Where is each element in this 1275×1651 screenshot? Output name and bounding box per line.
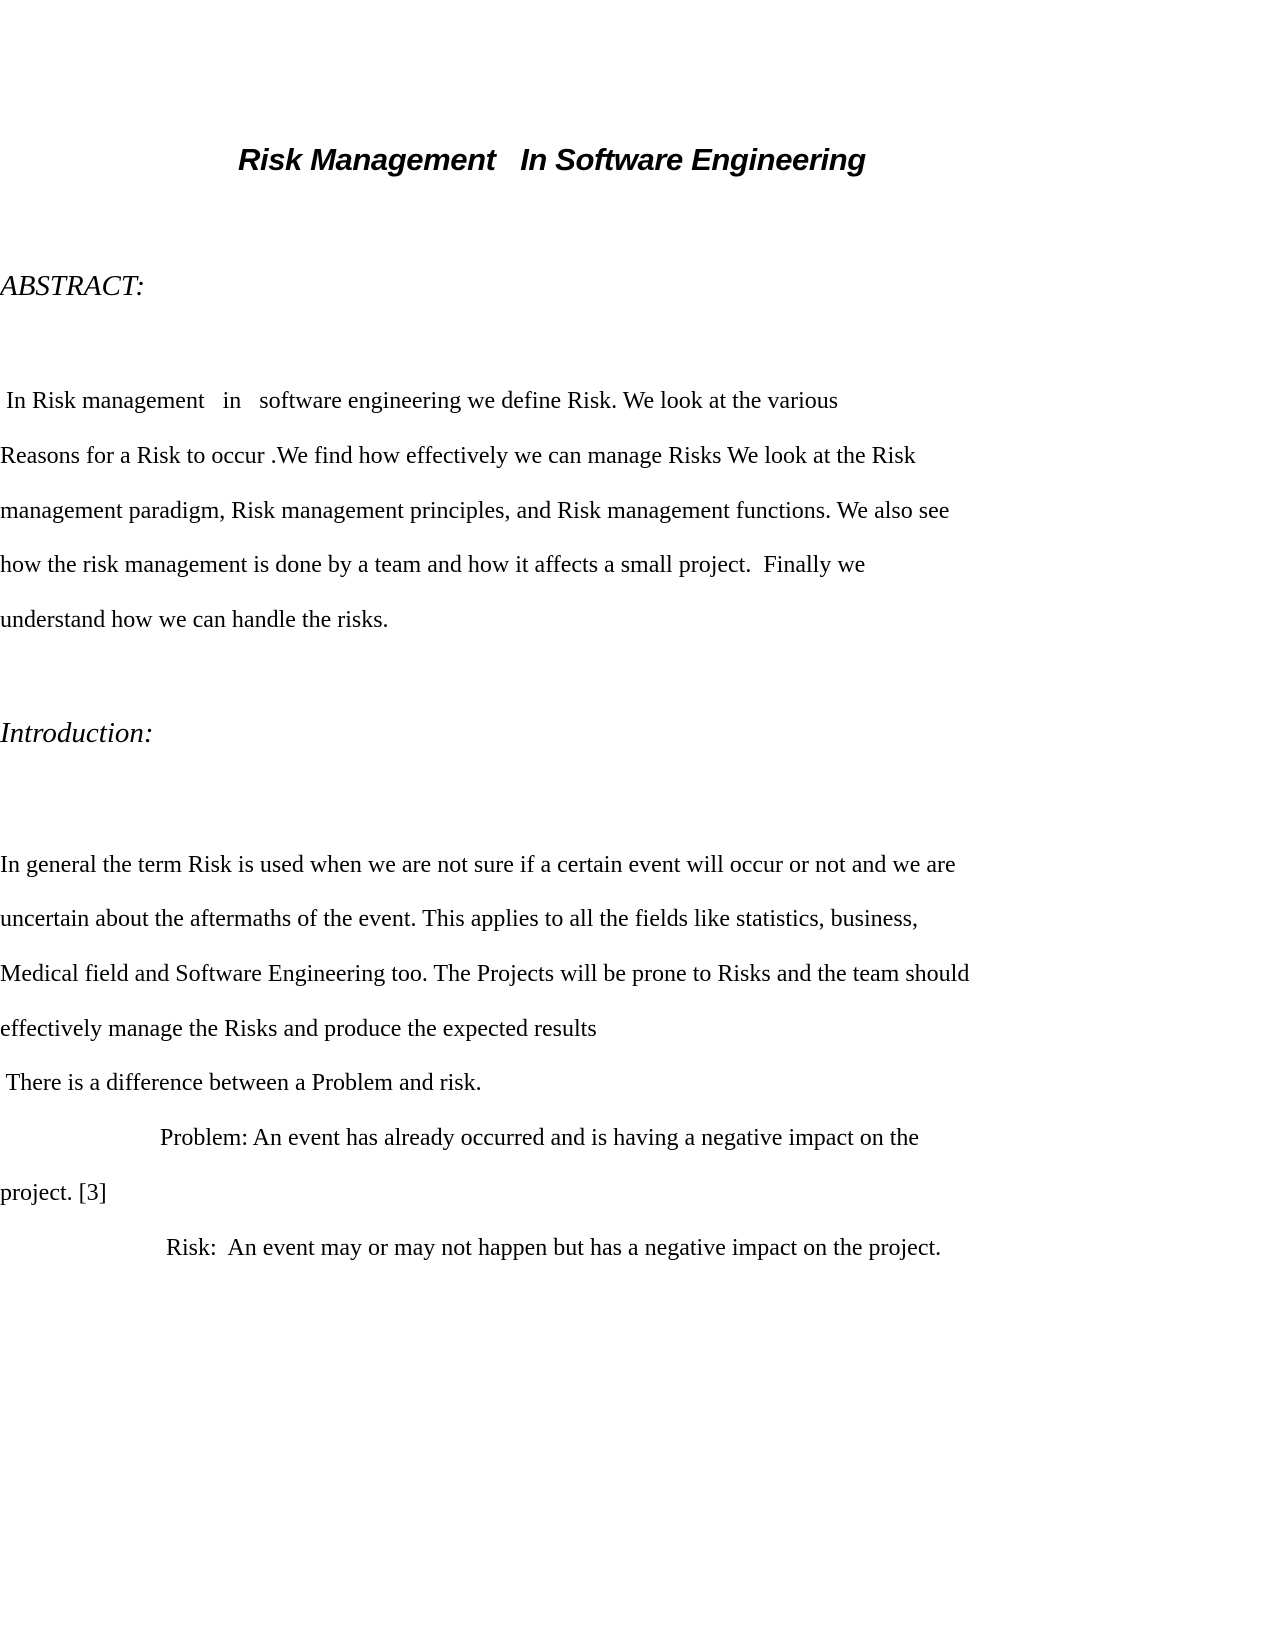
abstract-line: Reasons for a Risk to occur .We find how effectively we can manage Risks We look at the Risk [0, 443, 916, 469]
abstract-line: management paradigm, Risk management principles, and Risk management functions. We also see [0, 498, 950, 524]
introduction-heading: Introduction: [0, 717, 154, 749]
introduction-line: project. [3] [0, 1180, 107, 1206]
introduction-line: uncertain about the aftermaths of the event. This applies to all the fields like statistics, business, [0, 906, 918, 932]
introduction-line: effectively manage the Risks and produce the expected results [0, 1016, 597, 1042]
introduction-line: Medical field and Software Engineering too. The Projects will be prone to Risks and the team should [0, 961, 970, 987]
introduction-line: In general the term Risk is used when we are not sure if a certain event will occur or not and we are [0, 852, 956, 878]
introduction-line: There is a difference between a Problem and risk. [0, 1070, 482, 1096]
abstract-line: understand how we can handle the risks. [0, 607, 389, 633]
abstract-line: In Risk management in software engineering we define Risk. We look at the various [0, 388, 839, 414]
document-title: Risk Management In Software Engineering [238, 142, 866, 177]
problem-definition-line: Problem: An event has already occurred and is having a negative impact on the [160, 1125, 920, 1151]
abstract-heading: ABSTRACT: [0, 270, 146, 302]
risk-definition-line: Risk: An event may or may not happen but has a negative impact on the project. [166, 1235, 942, 1261]
abstract-line: how the risk management is done by a team and how it affects a small project. Finally we [0, 552, 866, 578]
